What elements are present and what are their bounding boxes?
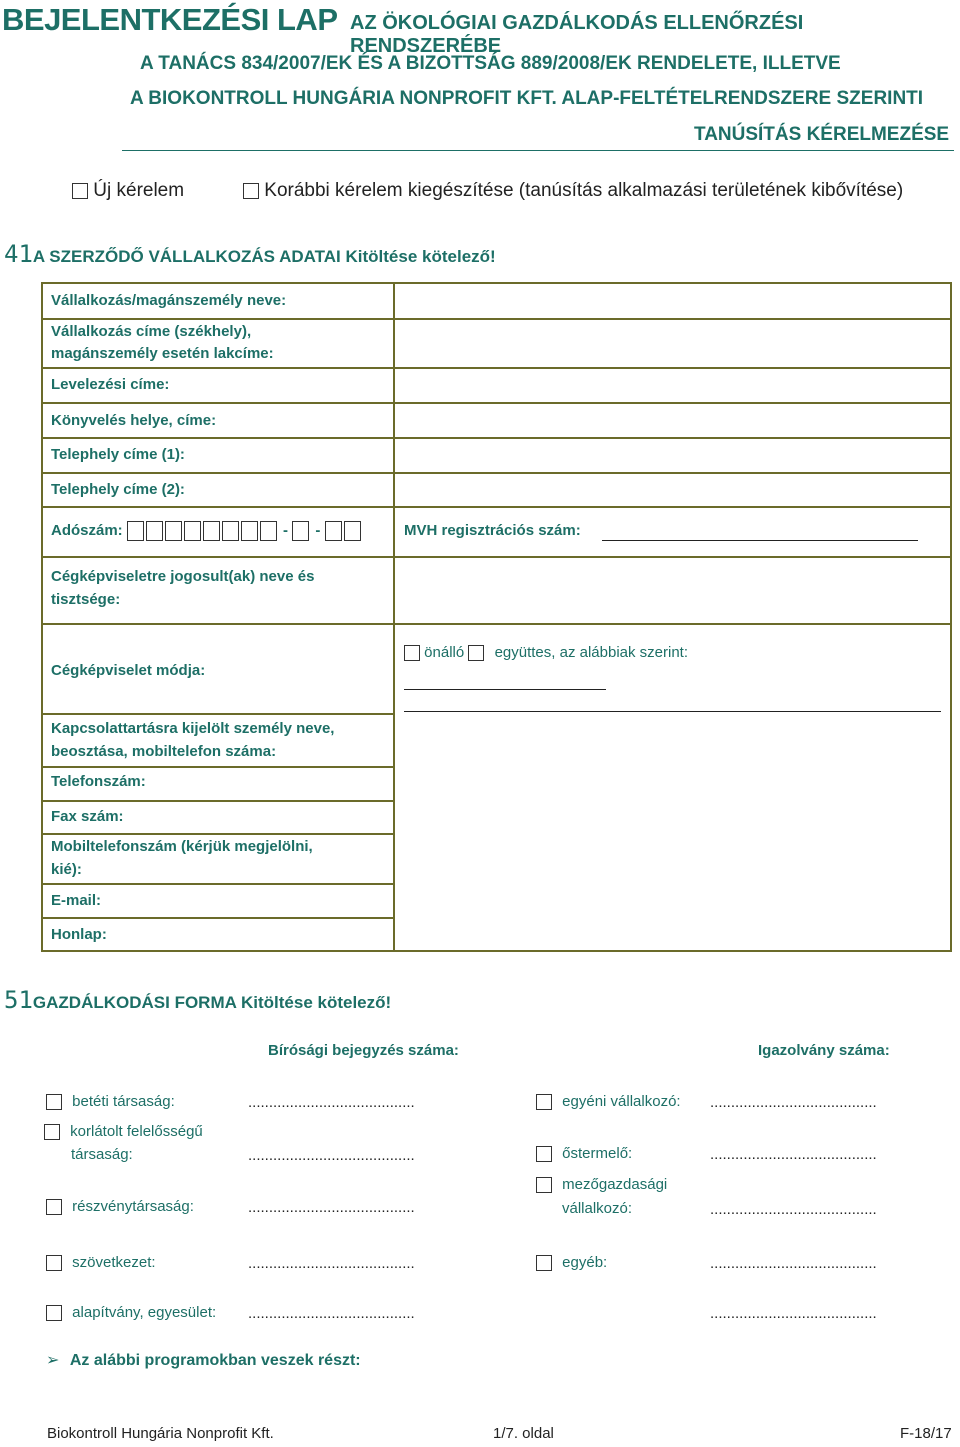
option-agri-checkbox[interactable] bbox=[536, 1177, 552, 1193]
header-divider bbox=[122, 150, 954, 151]
option-agri-dots[interactable]: ........................................ bbox=[710, 1201, 877, 1218]
option-foundation-checkbox[interactable] bbox=[46, 1305, 62, 1321]
new-request-label: Új kérelem bbox=[93, 180, 185, 201]
option-other-dots[interactable]: ........................................ bbox=[710, 1255, 877, 1272]
tax-number-boxes[interactable] bbox=[127, 522, 363, 539]
rep-joint-label: együttes, az alábbiak szerint: bbox=[494, 644, 689, 661]
section-4-heading bbox=[4, 240, 496, 268]
contact-person-label-1: Kapcsolattartásra kijelölt személy neve, bbox=[51, 720, 335, 737]
option-rt-label: részvénytársaság: bbox=[72, 1198, 194, 1215]
new-request-option[interactable] bbox=[72, 180, 184, 202]
option-bt[interactable] bbox=[46, 1090, 175, 1114]
option-sole-dots[interactable]: ........................................ bbox=[710, 1094, 877, 1111]
option-sole-checkbox[interactable] bbox=[536, 1094, 552, 1110]
footer-code: F-18/17 bbox=[900, 1425, 952, 1442]
option-kft-dots[interactable]: ........................................ bbox=[248, 1147, 415, 1164]
arrow-bullet-icon: ➢ bbox=[46, 1352, 60, 1369]
tax-separator: - bbox=[283, 522, 289, 539]
section-5-number: 51 bbox=[4, 986, 33, 1014]
tax-number-row bbox=[51, 520, 363, 542]
section-5-title: GAZDÁLKODÁSI FORMA Kitöltése kötelező! bbox=[32, 993, 392, 1012]
section-4-title: A SZERZŐDŐ VÁLLALKOZÁS ADATAI Kitöltése kötelező! bbox=[32, 247, 496, 266]
mobile-label-1: Mobiltelefonszám (kérjük megjelölni, bbox=[51, 838, 313, 855]
site1-label: Telephely címe (1): bbox=[51, 446, 185, 463]
rep-joint-line-2[interactable] bbox=[404, 711, 941, 712]
footer-company: Biokontroll Hungária Nonprofit Kft. bbox=[47, 1425, 274, 1442]
email-label: E-mail: bbox=[51, 892, 102, 909]
form-subtitle: AZ ÖKOLÓGIAI GAZDÁLKODÁS ELLENŐRZÉSI RENDSZERÉBE bbox=[350, 12, 804, 57]
option-rt[interactable] bbox=[46, 1195, 194, 1219]
company-address-label-1: Vállalkozás címe (székhely), bbox=[51, 323, 252, 340]
mvh-label: MVH regisztrációs szám: bbox=[404, 522, 581, 539]
option-coop[interactable] bbox=[46, 1251, 156, 1275]
option-other-checkbox[interactable] bbox=[536, 1255, 552, 1271]
representation-mode-label: Cégképviselet módja: bbox=[51, 662, 206, 679]
mobile-label-2: kié): bbox=[51, 861, 82, 878]
option-sole[interactable] bbox=[536, 1090, 681, 1114]
supplement-request-label: Korábbi kérelem kiegészítése (tanúsítás alkalmazási területének kibővítése) bbox=[264, 180, 904, 201]
section-5-heading bbox=[4, 986, 391, 1014]
court-registration-header: Bírósági bejegyzés száma: bbox=[268, 1042, 459, 1059]
option-primary-producer-dots[interactable]: ........................................ bbox=[710, 1146, 877, 1163]
rep-alone-label: önálló bbox=[424, 644, 465, 661]
option-kft[interactable] bbox=[44, 1120, 203, 1144]
company-name-label: Vállalkozás/magánszemély neve: bbox=[51, 292, 287, 309]
tax-number-label: Adószám: bbox=[51, 522, 123, 539]
mvh-input-line[interactable] bbox=[602, 540, 918, 541]
website-label: Honlap: bbox=[51, 926, 107, 943]
option-other-label: egyéb: bbox=[562, 1254, 608, 1271]
tax-digit-box[interactable] bbox=[344, 521, 361, 541]
site2-label: Telephely címe (2): bbox=[51, 481, 185, 498]
supplement-request-checkbox[interactable] bbox=[243, 183, 259, 199]
rep-joint-checkbox[interactable] bbox=[468, 645, 484, 661]
tax-digit-box[interactable] bbox=[260, 521, 277, 541]
option-coop-label: szövetkezet: bbox=[72, 1254, 156, 1271]
option-kft-label-1: korlátolt felelősségű bbox=[70, 1123, 203, 1140]
table-divider bbox=[393, 282, 395, 952]
option-coop-dots[interactable]: ........................................ bbox=[248, 1255, 415, 1272]
option-other[interactable] bbox=[536, 1251, 607, 1275]
option-bt-label: betéti társaság: bbox=[72, 1093, 175, 1110]
tax-separator: - bbox=[315, 522, 321, 539]
certificate-header: Igazolvány száma: bbox=[758, 1042, 890, 1059]
option-rt-dots[interactable]: ........................................ bbox=[248, 1199, 415, 1216]
new-request-checkbox[interactable] bbox=[72, 183, 88, 199]
option-primary-producer-checkbox[interactable] bbox=[536, 1146, 552, 1162]
phone-label: Telefonszám: bbox=[51, 773, 146, 790]
option-agri-label-2: vállalkozó: bbox=[562, 1200, 633, 1217]
tax-digit-box[interactable] bbox=[203, 521, 220, 541]
tax-digit-box[interactable] bbox=[165, 521, 182, 541]
rep-joint-line-1[interactable] bbox=[404, 689, 606, 690]
company-address-label-2: magánszemély esetén lakcíme: bbox=[51, 345, 274, 362]
footer-page: 1/7. oldal bbox=[493, 1425, 554, 1442]
tax-digit-box[interactable] bbox=[127, 521, 144, 541]
tax-digit-box[interactable] bbox=[146, 521, 163, 541]
accounting-address-label: Könyvelés helye, címe: bbox=[51, 412, 217, 429]
form-title: BEJELENTKEZÉSI LAP bbox=[2, 2, 338, 37]
option-kft-checkbox[interactable] bbox=[44, 1124, 60, 1140]
option-agri-label-1: mezőgazdasági bbox=[562, 1176, 668, 1193]
option-bt-dots[interactable]: ........................................ bbox=[248, 1094, 415, 1111]
option-primary-producer-label: őstermelő: bbox=[562, 1145, 633, 1162]
option-rt-checkbox[interactable] bbox=[46, 1199, 62, 1215]
tax-digit-box[interactable] bbox=[325, 521, 342, 541]
header-line-3: A BIOKONTROLL HUNGÁRIA NONPROFIT KFT. ALAP-FELTÉTELRENDSZERE SZERINTI bbox=[130, 88, 924, 109]
programs-row bbox=[46, 1350, 361, 1370]
tax-digit-box[interactable] bbox=[292, 521, 309, 541]
header-line-4: TANÚSÍTÁS KÉRELMEZÉSE bbox=[694, 124, 950, 145]
option-agri[interactable] bbox=[536, 1173, 667, 1197]
option-foundation[interactable] bbox=[46, 1301, 216, 1325]
supplement-request-option[interactable] bbox=[243, 180, 903, 202]
option-coop-checkbox[interactable] bbox=[46, 1255, 62, 1271]
option-bt-checkbox[interactable] bbox=[46, 1094, 62, 1110]
header-line-2: A TANÁCS 834/2007/EK ÉS A BIZOTTSÁG 889/2008/EK RENDELETE, ILLETVE bbox=[140, 53, 841, 74]
option-sole-label: egyéni vállalkozó: bbox=[562, 1093, 681, 1110]
option-primary-producer[interactable] bbox=[536, 1142, 632, 1166]
contact-person-label-2: beosztása, mobiltelefon száma: bbox=[51, 743, 277, 760]
fax-label: Fax szám: bbox=[51, 808, 124, 825]
representative-label-2: tisztsége: bbox=[51, 591, 121, 608]
representation-mode-options bbox=[404, 642, 688, 664]
mailing-address-label: Levelezési címe: bbox=[51, 376, 170, 393]
tax-digit-box[interactable] bbox=[184, 521, 201, 541]
extra-dots[interactable]: ........................................ bbox=[710, 1305, 877, 1322]
option-kft-label-2: társaság: bbox=[71, 1146, 133, 1163]
programs-label: Az alábbi programokban veszek részt: bbox=[69, 1352, 361, 1369]
tax-digit-box[interactable] bbox=[222, 521, 239, 541]
tax-digit-box[interactable] bbox=[241, 521, 258, 541]
option-foundation-label: alapítvány, egyesület: bbox=[72, 1304, 217, 1321]
option-foundation-dots[interactable]: ........................................ bbox=[248, 1305, 415, 1322]
section-4-number: 41 bbox=[4, 240, 33, 268]
rep-alone-checkbox[interactable] bbox=[404, 645, 420, 661]
representative-label-1: Cégképviseletre jogosult(ak) neve és bbox=[51, 568, 315, 585]
